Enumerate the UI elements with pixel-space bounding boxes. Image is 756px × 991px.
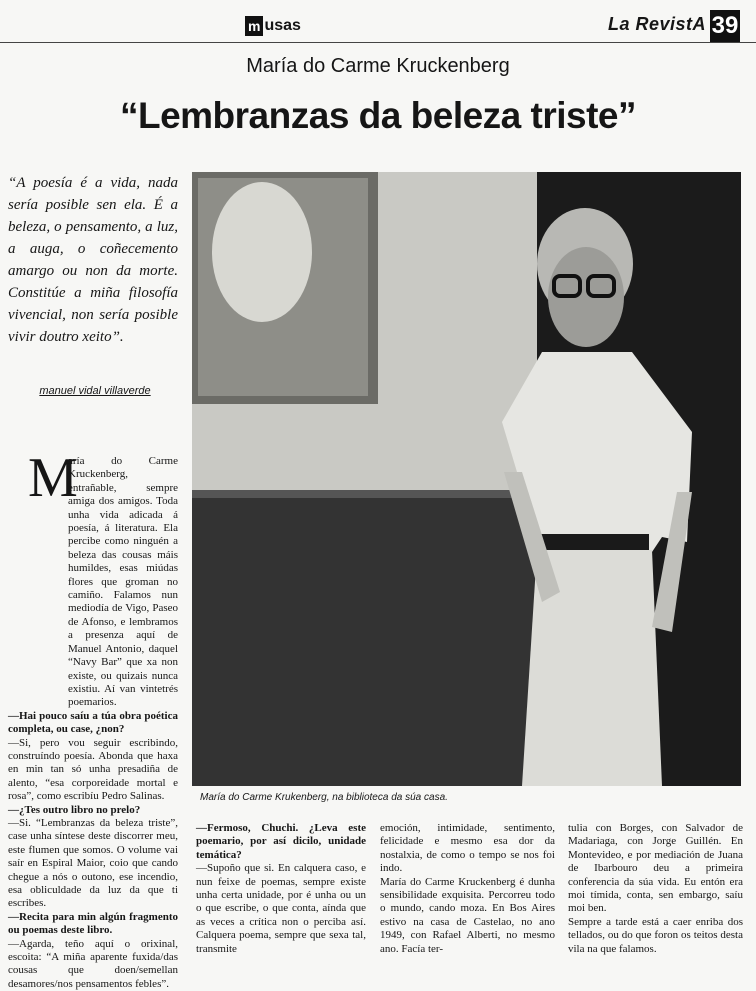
paragraph: —Si, pero vou seguir escribindo, construíndo poesía. Abonda que haxa en min tan só unha presadiña de alento, “esa corporeidade mortal e rosa”, como escribíu Pedro Salinas. [8, 736, 178, 803]
section-logo-mark: m [245, 16, 263, 36]
text-column-3 [380, 822, 555, 956]
paragraph: —Agarda, teño aquí o orixinal, escoita: “A miña aparente fuxida/das cousas que doen/semellan desamores/nos pensamentos febles”. [8, 937, 178, 990]
section-logo-text: usas [264, 17, 301, 34]
paragraph: Sempre a tarde está a caer enriba dos tellados, ou do que foron os teitos desta vila na que falamos. [568, 915, 743, 955]
paragraph: emoción, intimidade, sentimento, felicidade e mesmo esa dor da nostalxia, de como o tempo se nos foi indo. [380, 822, 555, 875]
paragraph: tulia con Borges, con Salvador de Madariaga, con Jorge Guillén. En Montevideo, e por mediación de Juana de Ibarbouro deu a primeira conferencia da súa vida. Eu entón era moi tímida, conta, sen embargo, saíu moi ben. [568, 822, 743, 915]
paragraph: —Supoño que si. En calquera caso, e nun feixe de poemas, sempre existe unha certa unidade, por é unha ou un o que escribe, o que conta, aínda que as veces a crítica non o perciba así. Calquera poema, sempre que sexa tal, transmite [196, 862, 366, 955]
article-headline: “Lembranzas da beleza triste” [119, 95, 637, 136]
article-photo [192, 172, 741, 786]
article-subject: María do Carme Kruckenberg [246, 55, 510, 77]
section-logo [245, 14, 301, 38]
text-column-2 [196, 822, 366, 956]
interview-question: —Recita para min algún fragmento ou poemas deste libro. [8, 910, 178, 937]
byline: manuel vidal villaverde [39, 385, 151, 397]
pull-quote: “A poesía é a vida, nada sería posible sen ela. É a beleza, o pensamento, a luz, a auga, o coñecemento amargo ou non da morte. Constitúe a miña filosofía vivencial, non sería posible vivir doutro xeito”. [8, 175, 178, 345]
interview-question: —¿Tes outro libro no prelo? [8, 803, 141, 816]
paragraph: —Si. “Lembranzas da beleza triste”, case unha síntese deste discorrer meu, este flumen que somos. O volume vai saír en Espiral Maior, coio que cando chegue a nós o outono, ese incendio, esa obliculdade da luz da que ti escribes. [8, 816, 178, 910]
text-column-1 [8, 455, 178, 991]
photo-caption: María do Carme Krukenberg, na biblioteca da súa casa. [200, 792, 448, 803]
header-divider [0, 42, 756, 43]
paragraph: María do Carme Kruckenberg é dunha sensibilidade exquisita. Percorreu todo o mundo, cando moza. En Bos Aires estivo na casa de Castelao, no ano 1949, con Rafael Alberti, no mesmo ano. Facía ter- [380, 875, 555, 955]
interview-question: —Fermoso, Chuchi. ¿Leva este poemario, por así dicilo, unidade temática? [196, 822, 366, 861]
paragraph: aría do Carme Kruckenberg, entrañable, sempre amiga dos amigos. Toda unha vida adicada á poesía, á literatura. Ela percibe como ninguén a beleza das cousas máis humildes, esas miúdas flores que groman no camiño. Falamos nun mediodía de Vigo, Paseo de Afonso, e lembramos a presenza aquí de Manuel Antonio, daquel “Navy Bar” que xa non existe, ou quizais nunca existiu. Aí van vintetrés poemarios. [68, 455, 178, 709]
page-number: 39 [710, 10, 740, 42]
text-column-4 [568, 822, 743, 956]
interview-question: —Hai pouco saíu a túa obra poética completa, ou case, ¿non? [8, 709, 178, 736]
drop-cap: M [28, 447, 78, 509]
magazine-name: La RevistA [607, 14, 706, 34]
